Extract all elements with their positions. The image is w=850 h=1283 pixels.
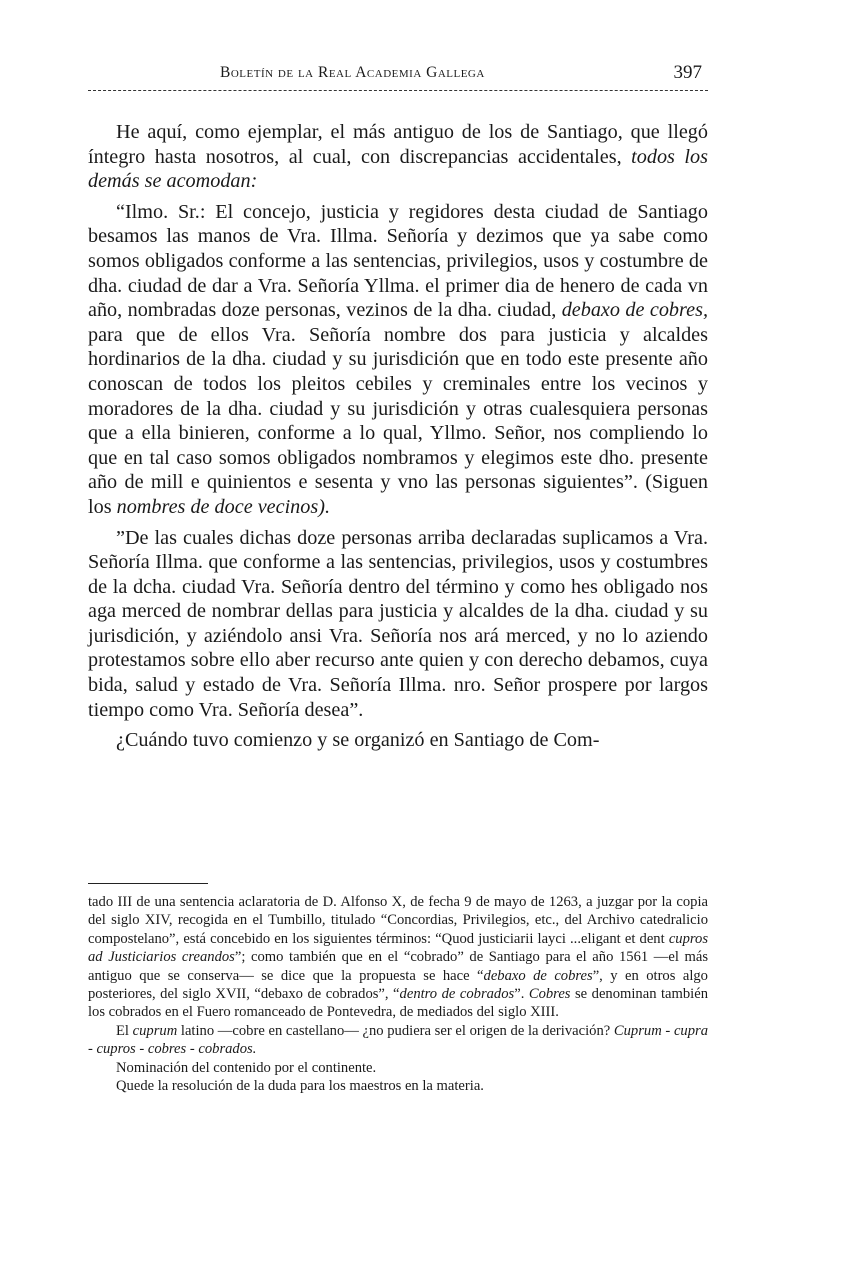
paragraph-intro: He aquí, como ejemplar, el más antiguo de los de Santiago, que llegó íntegro hasta nosotros, al cual, con discrepancias accidentales, todos los demás se acomodan: — [88, 121, 708, 193]
footnote-cuprum: El cuprum latino —cobre en castellano— ¿no pudiera ser el origen de la derivación? Cuprum - cupra - cupros - cobres - cobrados. — [88, 1022, 708, 1058]
paragraph-petition: “Ilmo. Sr.: El concejo, justicia y regidores desta ciudad de Santiago besamos las manos de Vra. Illma. Señoría y dezimos que ya sabe como somos obligados conforme a las sentencias, privilegios, usos y costumbre de dha. ciudad de dar a Vra. Señoría Yllma. el primer dia de henero de cada vn año, nombradas doze personas, vezinos de la dha. ciudad, debaxo de cobres, para que de ellos Vra. Señoría nombre dos para justicia y alcaldes hordinarios de la dha. ciudad y su jurisdición que en todo este presente año conoscan de todos los pleitos cebiles y creminales entre los vecinos y moradores de la dha. ciudad y su jurisdición y otras cualesquiera personas que a ella binieren, conforme a lo qual, Yllmo. Señor, nos compliendo lo que en tal caso somos obligados nombramos y elegimos este dho. presente año de mill e quinientos e sesenta y vno las personas siguientes”. (Siguen los nombres de doce vecinos). — [88, 200, 708, 518]
paragraph-request: ”De las cuales dichas doze personas arriba declaradas suplicamos a Vra. Señoría Illma. que conforme a las sentencias, privilegios, usos y costumbres de la dcha. ciudad Vra. Señoría dentro del término y como hes obligado nos aga merced de nombrar dellas para justicia y alcaldes de la dha. ciudad y su jurisdición, y aziéndolo ansi Vra. Señoría nos ará merced, y no lo aziendo protestamos sobre ello aber recurso ante quien y con derecho debamos, cuya bida, salud y estado de Vra. Señoría Illma. nro. Señor prospere por largos tiempo como Vra. Señoría desea”. — [88, 526, 708, 721]
footnote-resolution: Quede la resolución de la duda para los maestros en la materia. — [116, 1078, 484, 1095]
footnote-nomination: Nominación del contenido por el continente. — [116, 1059, 377, 1076]
main-text — [88, 120, 708, 753]
paragraph-question: ¿Cuándo tuvo comienzo y se organizó en Santiago de Com- — [116, 729, 600, 752]
page-number: 397 — [673, 62, 702, 83]
journal-title: Boletín de la Real Academia Gallega — [220, 64, 485, 81]
footnote-continuation: tado III de una sentencia aclaratoria de D. Alfonso X, de fecha 9 de mayo de 1263, a juzgar por la copia del siglo XIV, recogida en el Tumbillo, titulado “Concordias, Privilegios, etc., del Archivo catedralicio compostelano”, está concebido en los siguientes términos: “Quod justiciarii layci ...eligant et dent cupros ad Justiciarios creandos”; como también que en el “cobrado” de Santiago para el año 1561 —el más antiguo que se conserva— se dice que la propuesta se hace “debaxo de cobres”, y en otros algo posteriores, del siglo XVII, “debaxo de cobrados”, “dentro de cobrados”. Cobres se denominan también los cobrados en el Fuero romanceado de Pontevedra, de mediados del siglo XIII. — [88, 894, 709, 1021]
running-header — [88, 62, 708, 92]
header-rule — [88, 90, 708, 91]
footnotes — [88, 893, 708, 1095]
footnote-rule — [88, 883, 208, 884]
